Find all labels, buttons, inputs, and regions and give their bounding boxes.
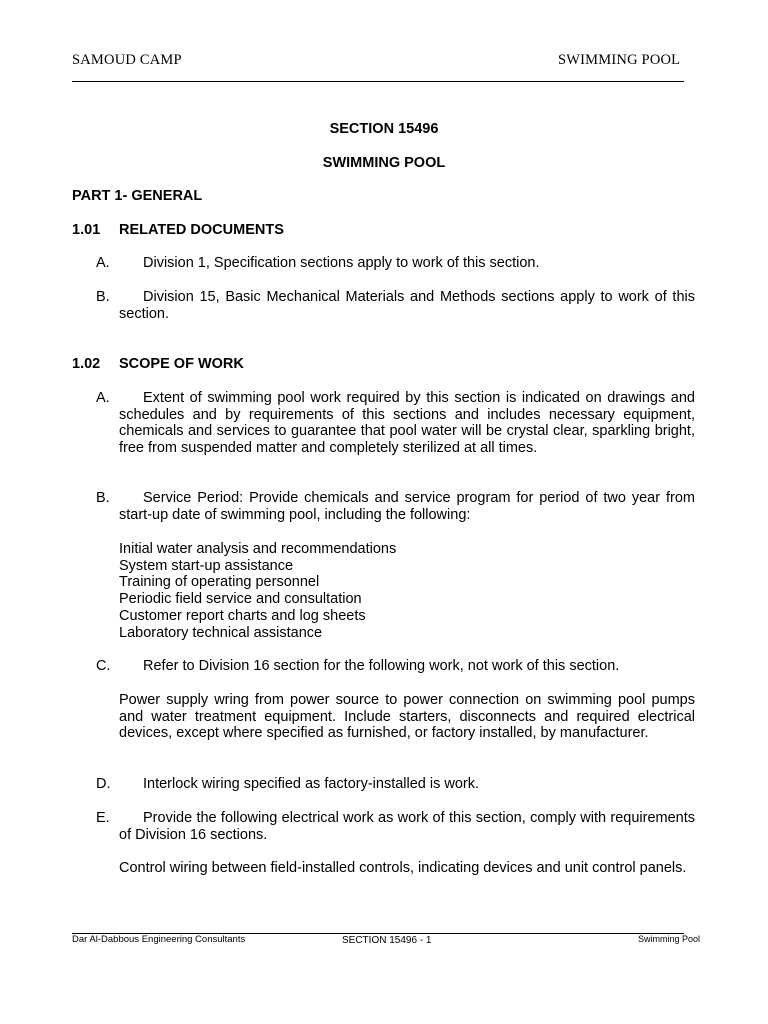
list-item — [96, 658, 695, 675]
item-letter: B. — [96, 289, 110, 305]
header-project-name: SAMOUD CAMP — [72, 52, 182, 68]
item-letter: B. — [96, 490, 110, 506]
footer-page-number: SECTION 15496 - 1 — [342, 935, 432, 946]
footer-document-title: Swimming Pool — [638, 934, 701, 944]
item-text: Extent of swimming pool work required by this section is indicated on drawings and schedules and by requirements of this sections and includes necessary equipment, chemicals and services to guarantee that pool water will be crystal clear, sparkling bright, free from suspended matter and completely sterilized at all times. — [119, 390, 695, 457]
item-text: Division 1, Specification sections apply to work of this section. — [143, 255, 540, 271]
list-item: System start-up assistance — [119, 557, 294, 574]
header-rule — [72, 81, 684, 82]
list-item — [96, 810, 695, 843]
footer-company: Dar Al-Dabbous Engineering Consultants — [72, 934, 246, 945]
item-text: Division 15, Basic Mechanical Materials and Methods sections apply to work of this section. — [119, 289, 695, 322]
item-letter: C. — [96, 658, 111, 674]
list-item — [96, 776, 695, 793]
list-item — [96, 255, 695, 272]
item-letter: D. — [96, 776, 111, 792]
part-heading: PART 1- GENERAL — [72, 188, 203, 204]
paragraph: Power supply wring from power source to power connection on swimming pool pumps and water treatment equipment. Include starters, disconnects and required electrical devices, except where specified as furnished, or factory installed, by manufacturer. — [119, 692, 695, 742]
list-item: Periodic field service and consultation — [119, 591, 362, 608]
list-item: Customer report charts and log sheets — [119, 607, 366, 624]
item-letter: A. — [96, 255, 110, 271]
list-item — [96, 490, 695, 523]
list-item — [96, 390, 695, 457]
list-item: Initial water analysis and recommendations — [119, 541, 397, 557]
item-text: Provide the following electrical work as work of this section, comply with requirements of Division 16 sections. — [119, 810, 695, 843]
paragraph: Control wiring between field-installed controls, indicating devices and unit control panels. — [119, 860, 687, 876]
heading-number: 1.02 — [72, 356, 101, 372]
item-letter: E. — [96, 810, 110, 826]
list-item: Training of operating personnel — [119, 574, 320, 591]
scope-of-work-heading — [72, 356, 244, 372]
heading-number: 1.01 — [72, 222, 101, 238]
heading-text: SCOPE OF WORK — [119, 356, 244, 372]
heading-text: RELATED DOCUMENTS — [119, 222, 284, 238]
list-item — [96, 289, 695, 322]
related-documents-heading — [72, 222, 284, 238]
header-section-name: SWIMMING POOL — [558, 52, 681, 68]
service-list — [119, 541, 695, 641]
list-item: Laboratory technical assistance — [119, 624, 323, 641]
section-number-title: SECTION 15496 — [329, 121, 439, 137]
section-name-title: SWIMMING POOL — [322, 155, 446, 171]
item-text: Service Period: Provide chemicals and service program for period of two year from start-up date of swimming pool, including the following: — [119, 490, 695, 523]
item-text: Interlock wiring specified as factory-installed is work. — [143, 776, 480, 792]
item-letter: A. — [96, 390, 110, 406]
item-text: Refer to Division 16 section for the following work, not work of this section. — [143, 658, 620, 674]
